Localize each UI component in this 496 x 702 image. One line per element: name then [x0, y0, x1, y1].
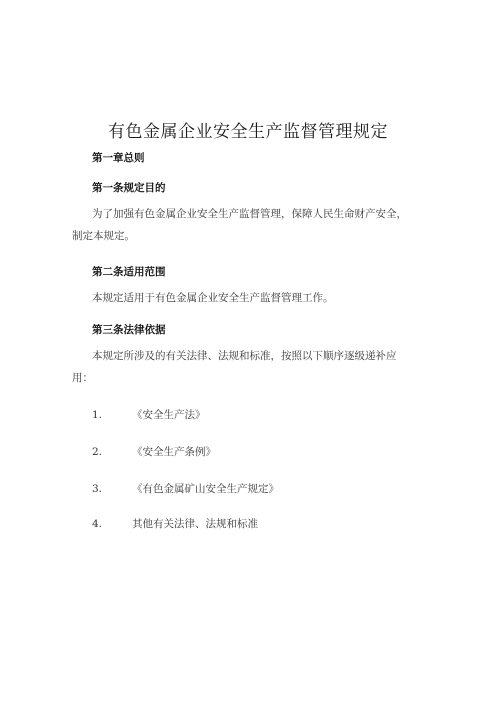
list-item-number: 3.: [92, 483, 103, 495]
list-item: [92, 481, 279, 496]
section-heading-3: 第三条法律依据: [92, 324, 166, 336]
section-2-body-line-1: 本规定适用于有色金属企业安全生产监督管理工作。: [92, 292, 334, 304]
list-item-number: 4.: [92, 518, 103, 530]
section-1-body-line-1: 为了加强有色金属企业安全生产监督管理，保障人民生命财产安全，: [92, 208, 407, 220]
list-item-text: 《安全生产法》: [132, 409, 206, 421]
list-item: [92, 407, 206, 422]
list-item-number: 1.: [92, 409, 103, 421]
list-item: [92, 444, 216, 459]
list-item: [92, 516, 258, 531]
list-item-text: 《有色金属矿山安全生产规定》: [132, 483, 279, 495]
section-3-body-line-1: 本规定所涉及的有关法律、法规和标准，按照以下顺序逐级递补应: [92, 350, 397, 362]
document-title: 有色金属企业安全生产监督管理规定: [108, 122, 388, 142]
list-item-text: 其他有关法律、法规和标准: [132, 518, 258, 530]
section-heading-2: 第二条适用范围: [92, 266, 166, 278]
chapter-heading: 第一章总则: [92, 152, 145, 164]
section-1-body-line-2: 制定本规定。: [72, 230, 135, 242]
section-heading-1: 第一条规定目的: [92, 182, 166, 194]
list-item-text: 《安全生产条例》: [132, 446, 216, 458]
section-3-body-line-2: 用：: [72, 372, 93, 384]
list-item-number: 2.: [92, 446, 103, 458]
